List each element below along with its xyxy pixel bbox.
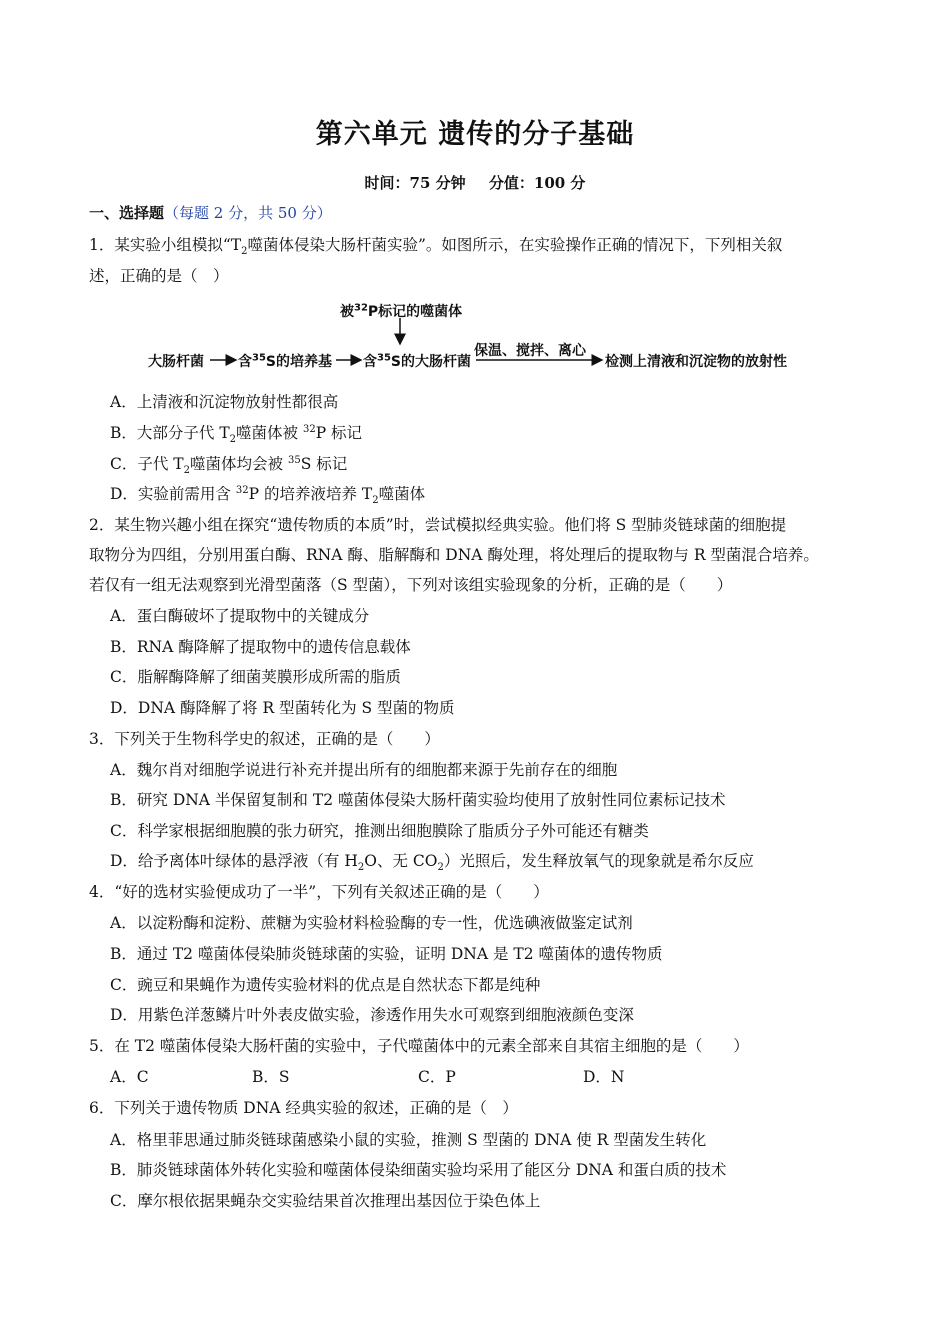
q2-stem-line3: 若仅有一组无法观察到光滑型菌落（S 型菌），下列对该组实验现象的分析，正确的是（ ） bbox=[89, 576, 733, 594]
diagram-step-label: 保温、搅拌、离心 bbox=[474, 343, 586, 359]
section-note: （每题 2 分，共 50 分） bbox=[164, 204, 332, 222]
q1-stem-line2: 述，正确的是（ ） bbox=[89, 267, 229, 285]
q1-flow-diagram bbox=[148, 300, 828, 380]
q1-stem-line1: 1．某实验小组模拟“$T_2$噬菌体侵染大肠杆菌实验”。如图所示，在实验操作正确的情况下，下列相关叙 bbox=[89, 236, 783, 258]
diagram-node-medium: 含$^{35}$S的培养基 bbox=[238, 352, 333, 370]
q2-option-a: A．蛋白酶破坏了提取物中的关键成分 bbox=[110, 607, 370, 625]
q1-option-c: C．子代 $T_2$噬菌体均会被 $^{35}$S 标记 bbox=[110, 454, 348, 477]
q3-option-b: B．研究 DNA 半保留复制和 T2 噬菌体侵染大肠杆菌实验均使用了放射性同位素标记技术 bbox=[110, 791, 726, 809]
q4-stem: 4．“好的选材实验便成功了一半”，下列有关叙述正确的是（ ） bbox=[89, 883, 549, 901]
q6-stem: 6．下列关于遗传物质 DNA 经典实验的叙述，正确的是（ ） bbox=[89, 1099, 518, 1117]
q3-option-c: C．科学家根据细胞膜的张力研究，推测出细胞膜除了脂质分子外可能还有糖类 bbox=[110, 822, 649, 840]
q6-option-c: C．摩尔根依据果蝇杂交实验结果首次推理出基因位于染色体上 bbox=[110, 1192, 541, 1210]
diagram-node-labeled-ecoli: 含$^{35}$S的大肠杆菌 bbox=[363, 352, 472, 370]
q4-option-b: B．通过 T2 噬菌体侵染肺炎链球菌的实验，证明 DNA 是 T2 噬菌体的遗传物质 bbox=[110, 945, 663, 963]
exam-time: 时间：75 分钟 bbox=[364, 174, 466, 192]
section-title: 一、选择题 bbox=[89, 204, 165, 222]
section-heading bbox=[89, 202, 332, 223]
q5-stem: 5．在 T2 噬菌体侵染大肠杆菌的实验中，子代噬菌体中的元素全部来自其宿主细胞的是（ ） bbox=[89, 1037, 749, 1055]
q5-option-c: C．P bbox=[418, 1068, 456, 1086]
diagram-node-ecoli: 大肠杆菌 bbox=[148, 354, 204, 370]
q5-option-b: B．S bbox=[252, 1068, 290, 1086]
q6-option-b: B．肺炎链球菌体外转化实验和噬菌体侵染细菌实验均采用了能区分 DNA 和蛋白质的技术 bbox=[110, 1161, 727, 1179]
q1-option-b: B．大部分子代 $T_2$噬菌体被 $^{32}$P 标记 bbox=[110, 423, 363, 446]
q5-option-d: D．N bbox=[583, 1068, 625, 1086]
q4-option-d: D．用紫色洋葱鳞片叶外表皮做实验，渗透作用失水可观察到细胞液颜色变深 bbox=[110, 1006, 634, 1024]
q5-option-a: A．C bbox=[110, 1068, 149, 1086]
q3-stem: 3．下列关于生物科学史的叙述，正确的是（ ） bbox=[89, 730, 440, 748]
q2-stem-line2: 取物分为四组，分别用蛋白酶、RNA 酶、脂解酶和 DNA 酶处理，将处理后的提取物与 R 型菌混合培养。 bbox=[89, 546, 819, 564]
q4-option-a: A．以淀粉酶和淀粉、蔗糖为实验材料检验酶的专一性，优选碘液做鉴定试剂 bbox=[110, 914, 633, 932]
diagram-node-detect: 检测上清液和沉淀物的放射性 bbox=[605, 354, 787, 370]
q5-options bbox=[0, 1065, 950, 1089]
q3-option-d: D．给予离体叶绿体的悬浮液（有 $H_2O$、无 $CO_2$）光照后，发生释放氧气的现象就是希尔反应 bbox=[110, 852, 754, 874]
q1-option-a: A．上清液和沉淀物放射性都很高 bbox=[110, 393, 339, 411]
q4-option-c: C．豌豆和果蝇作为遗传实验材料的优点是自然状态下都是纯种 bbox=[110, 976, 541, 994]
q1-option-d: D．实验前需用含 $^{32}$P 的培养液培养 $T_2$噬菌体 bbox=[110, 484, 426, 507]
q2-option-d: D．DNA 酶降解了将 R 型菌转化为 S 型菌的物质 bbox=[110, 699, 455, 717]
q2-stem-line1: 2．某生物兴趣小组在探究“遗传物质的本质”时，尝试模拟经典实验。他们将 S 型肺炎链球菌的细胞提 bbox=[89, 516, 787, 534]
q2-option-c: C．脂解酶降解了细菌荚膜形成所需的脂质 bbox=[110, 668, 401, 686]
exam-score: 分值：100 分 bbox=[488, 174, 586, 192]
q6-option-a: A．格里菲思通过肺炎链球菌感染小鼠的实验，推测 S 型菌的 DNA 使 R 型菌发生转化 bbox=[110, 1131, 707, 1149]
page-title: 第六单元 遗传的分子基础 bbox=[315, 119, 635, 150]
q2-option-b: B．RNA 酶降解了提取物中的遗传信息载体 bbox=[110, 638, 411, 656]
q3-option-a: A．魏尔肖对细胞学说进行补充并提出所有的细胞都来源于先前存在的细胞 bbox=[110, 761, 618, 779]
diagram-top-label: 被$^{32}$P标记的噬菌体 bbox=[340, 302, 463, 320]
exam-meta bbox=[0, 172, 950, 193]
